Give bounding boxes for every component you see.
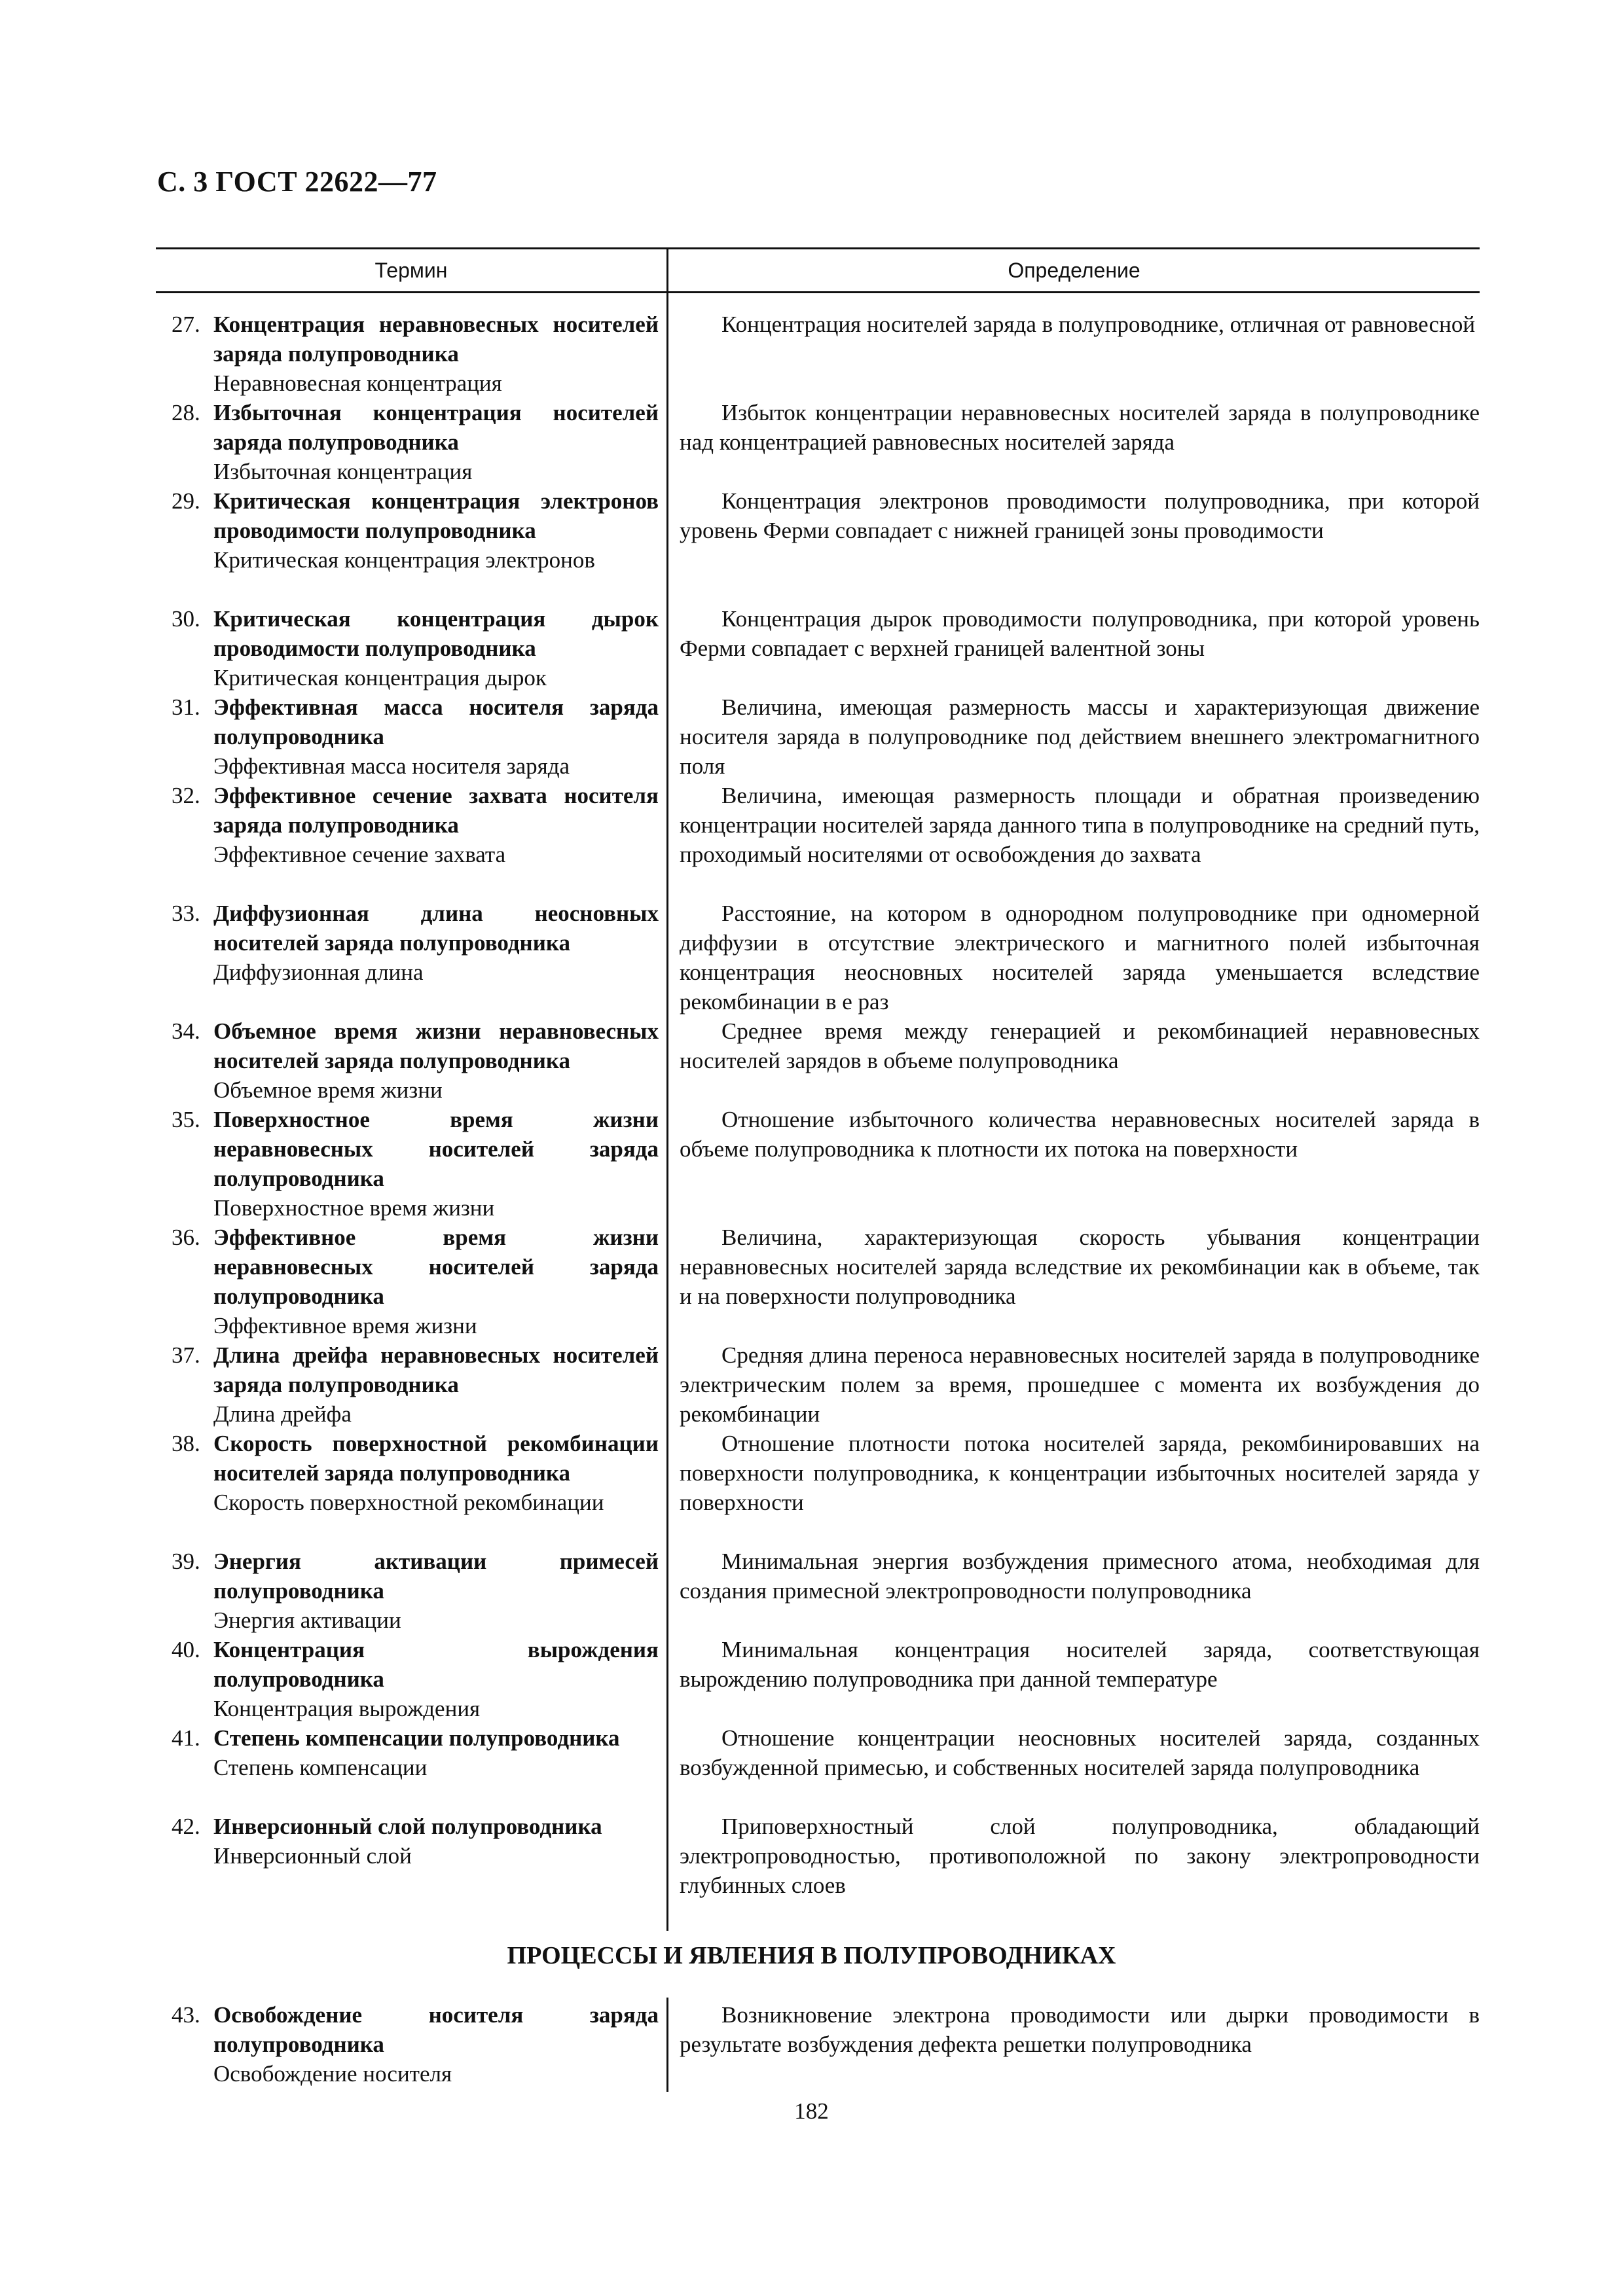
term-short-form: Освобождение носителя xyxy=(213,2061,452,2087)
term-entry xyxy=(0,2000,1623,2089)
term-number: 30. xyxy=(172,606,200,632)
term-definition: Минимальная энергия возбуждения примесного атома, необходимая для создания примесной электропроводности полупроводника xyxy=(680,1549,1480,1604)
term-entry xyxy=(0,398,1623,486)
term-cell xyxy=(172,310,659,398)
term-entry xyxy=(0,899,1623,1016)
term-short-form: Длина дрейфа xyxy=(213,1401,352,1427)
term-name: Скорость поверхностной рекомбинации носителей заряда полупроводника xyxy=(213,1431,659,1486)
term-entry xyxy=(0,692,1623,781)
term-definition: Концентрация носителей заряда в полупроводнике, отличная от равновесной xyxy=(721,312,1476,337)
term-name: Эффективная масса носителя заряда полупроводника xyxy=(213,694,659,749)
term-name: Инверсионный слой полупроводника xyxy=(213,1814,602,1839)
term-definition: Величина, имеющая размерность площади и обратная произведению концентрации носителей заряда данного типа в полупроводнике на средний путь, проходимый носителями от освобождения до захвата xyxy=(680,783,1480,867)
term-short-form: Неравновесная концентрация xyxy=(213,370,502,396)
term-short-form: Эффективная масса носителя заряда xyxy=(213,753,570,779)
term-entry xyxy=(0,1547,1623,1635)
term-number: 36. xyxy=(172,1225,200,1250)
term-number: 40. xyxy=(172,1637,200,1662)
term-definition: Концентрация электронов проводимости полупроводника, при которой уровень Ферми совпадает с нижней границей зоны проводимости xyxy=(680,488,1480,543)
term-short-form: Эффективное время жизни xyxy=(213,1313,477,1338)
term-number: 41. xyxy=(172,1725,200,1751)
term-entry xyxy=(0,781,1623,899)
term-entry xyxy=(0,1635,1623,1723)
term-short-form: Диффузионная длина xyxy=(213,960,424,985)
term-cell xyxy=(172,1016,659,1105)
term-definition: Отношение плотности потока носителей заряда, рекомбинировавших на поверхности полупроводника, к концентрации избыточных носителей заряда у поверхности xyxy=(680,1431,1480,1515)
term-definition: Приповерхностный слой полупроводника, обладающий электропроводностью, противоположной по закону электропроводности глубинных слоев xyxy=(680,1814,1480,1898)
term-definition: Избыток концентрации неравновесных носителей заряда в полупроводнике над концентрацией равновесных носителей заряда xyxy=(680,400,1480,455)
terms-table xyxy=(0,310,1623,1900)
term-short-form: Избыточная концентрация xyxy=(213,459,473,484)
term-number: 28. xyxy=(172,400,200,425)
term-definition: Возникновение электрона проводимости или дырки проводимости в результате возбуждения дефекта решетки полупроводника xyxy=(680,2002,1480,2057)
term-name: Освобождение носителя заряда полупроводника xyxy=(213,2002,659,2057)
term-number: 38. xyxy=(172,1431,200,1456)
term-name: Эффективное время жизни неравновесных носителей заряда полупроводника xyxy=(213,1225,659,1309)
term-number: 43. xyxy=(172,2002,200,2028)
term-entry xyxy=(0,1223,1623,1340)
term-number: 34. xyxy=(172,1018,200,1044)
column-header-definition: Определение xyxy=(666,247,1480,293)
term-name: Энергия активации примесей полупроводника xyxy=(213,1549,659,1604)
term-entry xyxy=(0,1105,1623,1223)
section-heading: ПРОЦЕССЫ И ЯВЛЕНИЯ В ПОЛУПРОВОДНИКАХ xyxy=(507,1942,1116,1969)
page-header: С. 3 ГОСТ 22622—77 xyxy=(157,166,437,198)
term-name: Эффективное сечение захвата носителя заряда полупроводника xyxy=(213,783,659,838)
term-definition: Среднее время между генерацией и рекомбинацией неравновесных носителей зарядов в объеме полупроводника xyxy=(680,1018,1480,1073)
term-short-form: Скорость поверхностной рекомбинации xyxy=(213,1490,604,1515)
term-number: 42. xyxy=(172,1814,200,1839)
term-name: Объемное время жизни неравновесных носителей заряда полупроводника xyxy=(213,1018,659,1073)
term-name: Критическая концентрация электронов проводимости полупроводника xyxy=(213,488,659,543)
term-name: Степень компенсации полупроводника xyxy=(213,1725,620,1751)
term-cell xyxy=(172,398,659,486)
term-cell xyxy=(172,2000,659,2089)
term-number: 32. xyxy=(172,783,200,808)
term-cell xyxy=(172,1723,659,1782)
term-short-form: Инверсионный слой xyxy=(213,1843,412,1869)
term-definition: Величина, характеризующая скорость убывания концентрации неравновесных носителей заряда вследствие их рекомбинации как в объеме, так и на поверхности полупроводника xyxy=(680,1225,1480,1309)
term-entry xyxy=(0,310,1623,398)
term-definition: Концентрация дырок проводимости полупроводника, при которой уровень Ферми совпадает с верхней границей валентной зоны xyxy=(680,606,1480,661)
term-short-form: Объемное время жизни xyxy=(213,1077,443,1103)
term-name: Поверхностное время жизни неравновесных носителей заряда полупроводника xyxy=(213,1107,659,1191)
term-definition: Расстояние, на котором в однородном полупроводнике при одномерной диффузии в отсутствие электрического и магнитного полей избыточная концентрация неосновных носителей заряда уменьшается вследствие рекомбинации в e раз xyxy=(680,901,1480,1014)
term-entry xyxy=(0,1429,1623,1547)
term-number: 33. xyxy=(172,901,200,926)
column-header-term: Термин xyxy=(156,247,666,293)
term-definition: Отношение избыточного количества неравновесных носителей заряда в объеме полупроводника к плотности их потока на поверхности xyxy=(680,1107,1480,1162)
term-definition: Средняя длина переноса неравновесных носителей заряда в полупроводнике электрическим полем за время, прошедшее с момента их возбуждения до рекомбинации xyxy=(680,1342,1480,1427)
term-cell xyxy=(172,604,659,692)
term-number: 35. xyxy=(172,1107,200,1132)
term-short-form: Концентрация вырождения xyxy=(213,1696,481,1721)
term-name: Длина дрейфа неравновесных носителей заряда полупроводника xyxy=(213,1342,659,1397)
term-name: Диффузионная длина неосновных носителей заряда полупроводника xyxy=(213,901,659,956)
term-cell xyxy=(172,899,659,987)
term-entry xyxy=(0,1812,1623,1900)
term-entry xyxy=(0,1016,1623,1105)
term-cell xyxy=(172,1223,659,1340)
term-name: Концентрация неравновесных носителей заряда полупроводника xyxy=(213,312,659,367)
terms-table xyxy=(0,2000,1623,2089)
term-definition: Величина, имеющая размерность массы и характеризующая движение носителя заряда в полупроводнике под действием внешнего электромагнитного поля xyxy=(680,694,1480,779)
term-short-form: Энергия активации xyxy=(213,1607,401,1633)
term-entry xyxy=(0,604,1623,692)
term-cell xyxy=(172,1547,659,1635)
term-number: 29. xyxy=(172,488,200,514)
term-number: 31. xyxy=(172,694,200,720)
term-entry xyxy=(0,1340,1623,1429)
term-cell xyxy=(172,1340,659,1429)
term-cell xyxy=(172,486,659,575)
term-name: Избыточная концентрация носителей заряда полупроводника xyxy=(213,400,659,455)
page-number: 182 xyxy=(794,2098,829,2124)
term-cell xyxy=(172,1105,659,1223)
term-short-form: Поверхностное время жизни xyxy=(213,1195,495,1221)
term-cell xyxy=(172,1812,659,1871)
term-cell xyxy=(172,1635,659,1723)
term-number: 39. xyxy=(172,1549,200,1574)
term-number: 37. xyxy=(172,1342,200,1368)
term-short-form: Степень компенсации xyxy=(213,1755,428,1780)
term-name: Концентрация вырождения полупроводника xyxy=(213,1637,659,1692)
term-cell xyxy=(172,1429,659,1517)
term-definition: Минимальная концентрация носителей заряда, соответствующая вырождению полупроводника при данной температуре xyxy=(680,1637,1480,1692)
term-number: 27. xyxy=(172,312,200,337)
term-entry xyxy=(0,486,1623,604)
term-name: Критическая концентрация дырок проводимости полупроводника xyxy=(213,606,659,661)
term-short-form: Эффективное сечение захвата xyxy=(213,842,506,867)
term-cell xyxy=(172,781,659,869)
term-definition: Отношение концентрации неосновных носителей заряда, созданных возбужденной примесью, и собственных носителей заряда полупроводника xyxy=(680,1725,1480,1780)
term-entry xyxy=(0,1723,1623,1812)
term-short-form: Критическая концентрация электронов xyxy=(213,547,595,573)
term-cell xyxy=(172,692,659,781)
term-short-form: Критическая концентрация дырок xyxy=(213,665,547,691)
